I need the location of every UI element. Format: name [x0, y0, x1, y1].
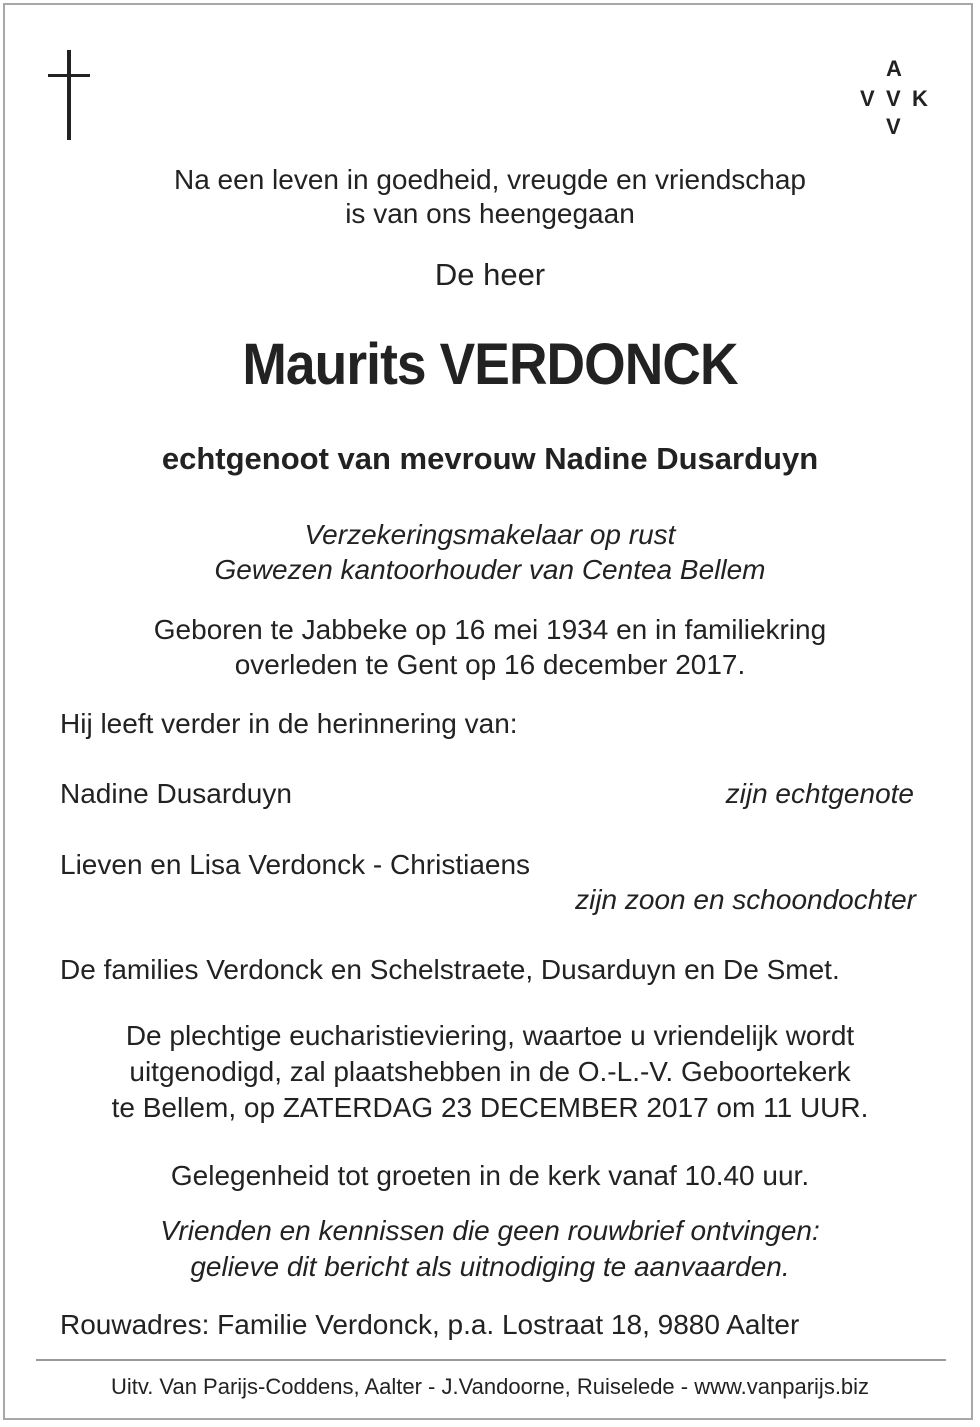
remembered-intro: Hij leeft verder in de herinnering van: — [60, 708, 518, 739]
survivor-relation: zijn zoon en schoondochter — [575, 884, 916, 915]
footer-divider — [36, 1359, 946, 1361]
notice-line-1: Vrienden en kennissen die geen rouwbrief ontvingen: — [160, 1215, 820, 1246]
footer-text: Uitv. Van Parijs-Coddens, Aalter - J.Vandoorne, Ruiselede - www.vanparijs.biz — [110, 1374, 870, 1399]
address-line: Rouwadres: Familie Verdonck, p.a. Lostraat 18, 9880 Aalter — [60, 1309, 800, 1340]
survivor-relation: zijn echtgenote — [725, 778, 914, 809]
occupation-line-1: Verzekeringsmakelaar op rust — [304, 519, 676, 550]
vvk-emblem — [854, 58, 938, 138]
emblem-letter-v-bottom: V — [886, 114, 901, 139]
emblem-letter-k: K — [912, 86, 928, 111]
ceremony-line-1: De plechtige eucharistieviering, waartoe u vriendelijk wordt — [125, 1020, 855, 1051]
salutation: De heer — [434, 257, 546, 292]
occupation-line-2: Gewezen kantoorhouder van Centea Bellem — [214, 554, 766, 585]
ceremony-line-2: uitgenodigd, zal plaatshebben in de O.-L.-V. Geboortekerk — [129, 1056, 851, 1087]
emblem-letter-v-left: V — [860, 86, 875, 111]
notice-line-2: gelieve dit bericht als uitnodiging te aanvaarden. — [190, 1251, 790, 1282]
deceased-name: Maurits VERDONCK — [242, 332, 738, 397]
intro-line-2: is van ons heengegaan — [345, 198, 635, 229]
birth-death-line-1: Geboren te Jabbeke op 16 mei 1934 en in familiekring — [153, 614, 827, 645]
spouse-line: echtgenoot van mevrouw Nadine Dusarduyn — [161, 441, 819, 476]
ceremony-line-3: te Bellem, op ZATERDAG 23 DECEMBER 2017 om 11 UUR. — [111, 1092, 869, 1123]
cross-icon — [46, 50, 92, 140]
birth-death-line-2: overleden te Gent op 16 december 2017. — [234, 649, 746, 680]
families-line: De families Verdonck en Schelstraete, Dusarduyn en De Smet. — [60, 954, 840, 985]
emblem-letter-v-middle: V — [886, 86, 901, 111]
intro-line-1: Na een leven in goedheid, vreugde en vriendschap — [173, 164, 806, 195]
survivor-name: Nadine Dusarduyn — [60, 778, 292, 809]
survivor-name: Lieven en Lisa Verdonck - Christiaens — [60, 849, 531, 880]
greeting-line: Gelegenheid tot groeten in de kerk vanaf 10.40 uur. — [170, 1160, 810, 1191]
emblem-letter-a: A — [886, 56, 902, 81]
